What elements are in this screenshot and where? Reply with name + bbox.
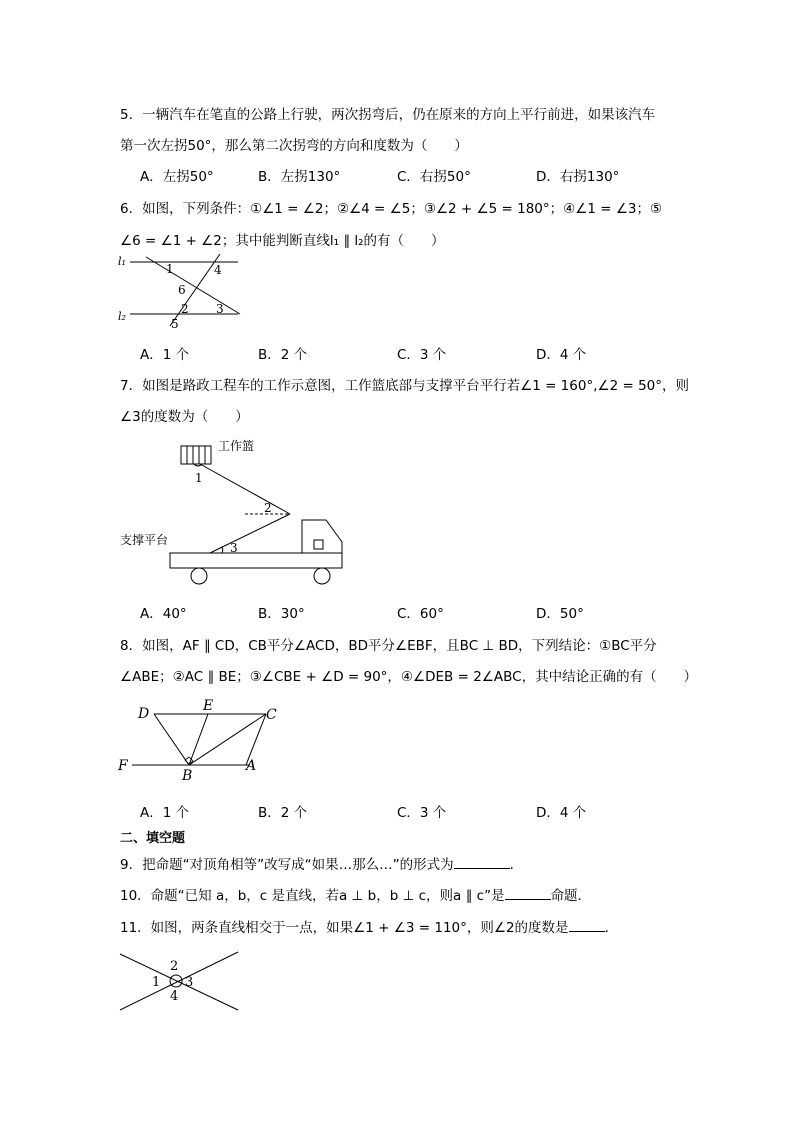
q8-line1: 8．如图，AF ∥ CD，CB平分∠ACD，BD平分∠EBF，且BC ⊥ BD，下列结论：①BC平分 bbox=[120, 638, 657, 654]
q6-option-b: B．2 个 bbox=[258, 347, 308, 363]
q7-cab-window bbox=[314, 540, 323, 549]
q7-label-platform: 支撑平台 bbox=[120, 533, 169, 547]
q7-platform-bed bbox=[170, 553, 342, 568]
q7-angle-3: 3 bbox=[230, 541, 238, 555]
q7-wheel-rear bbox=[191, 568, 207, 584]
q6-option-d: D．4 个 bbox=[536, 347, 587, 363]
q6-option-c: C．3 个 bbox=[397, 347, 447, 363]
q7-option-d: D．50° bbox=[536, 606, 584, 622]
q11-angle-1: 1 bbox=[152, 975, 161, 990]
q6-transversal-1 bbox=[146, 257, 240, 314]
q5-option-a: A．左拐50° bbox=[140, 169, 214, 185]
q7-option-a: A．40° bbox=[140, 606, 187, 622]
q8-point-B: B bbox=[182, 768, 193, 784]
q7-option-b: B．30° bbox=[258, 606, 305, 622]
q8-line2: ∠ABE；②AC ∥ BE；③∠CBE + ∠D = 90°，④∠DEB = 2∠ABC，其中结论正确的有（ ） bbox=[120, 669, 698, 685]
q11-end: ． bbox=[604, 920, 619, 936]
q11-answer-blank[interactable] bbox=[569, 919, 605, 932]
q6-option-a: A．1 个 bbox=[140, 347, 190, 363]
q6-angle-1: 1 bbox=[166, 262, 174, 276]
q5-line2: 第一次左拐50°，那么第二次拐弯的方向和度数为（ ） bbox=[120, 138, 468, 154]
section-title: 二、填空题 bbox=[120, 831, 186, 846]
q8-point-A: A bbox=[246, 758, 257, 774]
q11-angle-3: 3 bbox=[185, 975, 194, 990]
q7-truck-cab bbox=[302, 520, 342, 553]
q6-angle-6: 6 bbox=[178, 283, 186, 297]
q5-line1: 5．一辆汽车在笔直的公路上行驶，两次拐弯后，仍在原来的方向上平行前进，如果该汽车 bbox=[120, 107, 656, 123]
q5-option-b: B．左拐130° bbox=[258, 169, 341, 185]
q6-label-l1: l₁ bbox=[118, 255, 126, 268]
q8-option-a: A．1 个 bbox=[140, 805, 190, 821]
q5-option-d: D．右拐130° bbox=[536, 169, 620, 185]
q7-option-c: C．60° bbox=[397, 606, 444, 622]
q9-line bbox=[120, 853, 523, 873]
q6-label-l2: l₂ bbox=[118, 310, 126, 323]
q11-text: 11．如图，两条直线相交于一点，如果∠1 + ∠3 = 110°，则∠2的度数是 bbox=[120, 920, 569, 936]
q6-line1: 6．如图，下列条件：①∠1 = ∠2；②∠4 = ∠5；③∠2 + ∠5 = 180°；④∠1 = ∠3；⑤ bbox=[120, 201, 663, 217]
q8-point-D: D bbox=[138, 706, 150, 722]
q7-line1: 7．如图是路政工程车的工作示意图，工作篮底部与支撑平台平行若∠1 = 160°,∠2 = 50°，则 bbox=[120, 378, 689, 394]
q8-point-C: C bbox=[266, 707, 277, 723]
q7-label-basket: 工作篮 bbox=[218, 439, 255, 453]
q9-answer-blank[interactable] bbox=[454, 856, 510, 869]
q6-angle-2: 2 bbox=[181, 302, 189, 316]
q8-option-b: B．2 个 bbox=[258, 805, 308, 821]
q11-figure bbox=[118, 948, 242, 1014]
q10-answer-blank[interactable] bbox=[505, 887, 551, 900]
q8-figure bbox=[118, 700, 288, 785]
q11-angle-4: 4 bbox=[170, 989, 179, 1004]
q8-point-E: E bbox=[203, 698, 214, 714]
q10-end: 命题． bbox=[550, 888, 592, 904]
q7-arm-upper bbox=[200, 464, 290, 514]
q8-option-c: C．3 个 bbox=[397, 805, 447, 821]
q7-wheel-front bbox=[314, 568, 330, 584]
q7-angle-1: 1 bbox=[195, 471, 203, 485]
q5-option-c: C．右拐50° bbox=[397, 169, 471, 185]
q9-end: ． bbox=[509, 857, 524, 873]
q10-line bbox=[120, 884, 591, 904]
q8-option-d: D．4 个 bbox=[536, 805, 587, 821]
q8-segment-EB bbox=[189, 714, 208, 765]
q6-angle-5: 5 bbox=[171, 317, 179, 331]
q8-point-F: F bbox=[118, 758, 128, 774]
q8-segment-DB bbox=[154, 714, 189, 765]
q6-figure bbox=[118, 252, 248, 332]
q7-line2: ∠3的度数为（ ） bbox=[120, 409, 249, 425]
q6-angle-4: 4 bbox=[214, 263, 222, 277]
q6-angle-3: 3 bbox=[216, 302, 224, 316]
q7-figure bbox=[118, 432, 358, 592]
q11-line bbox=[120, 916, 618, 936]
q11-angle-2: 2 bbox=[170, 959, 179, 974]
q7-angle-2: 2 bbox=[264, 501, 272, 515]
q6-line2: ∠6 = ∠1 + ∠2；其中能判断直线l₁ ∥ l₂的有（ ） bbox=[120, 233, 445, 249]
q10-text: 10．命题“已知 a，b，c 是直线，若a ⊥ b，b ⊥ c，则a ∥ c”是 bbox=[120, 888, 505, 904]
q7-basket bbox=[181, 446, 211, 464]
q9-text: 9．把命题“对顶角相等”改写成“如果…那么…”的形式为 bbox=[120, 857, 454, 873]
